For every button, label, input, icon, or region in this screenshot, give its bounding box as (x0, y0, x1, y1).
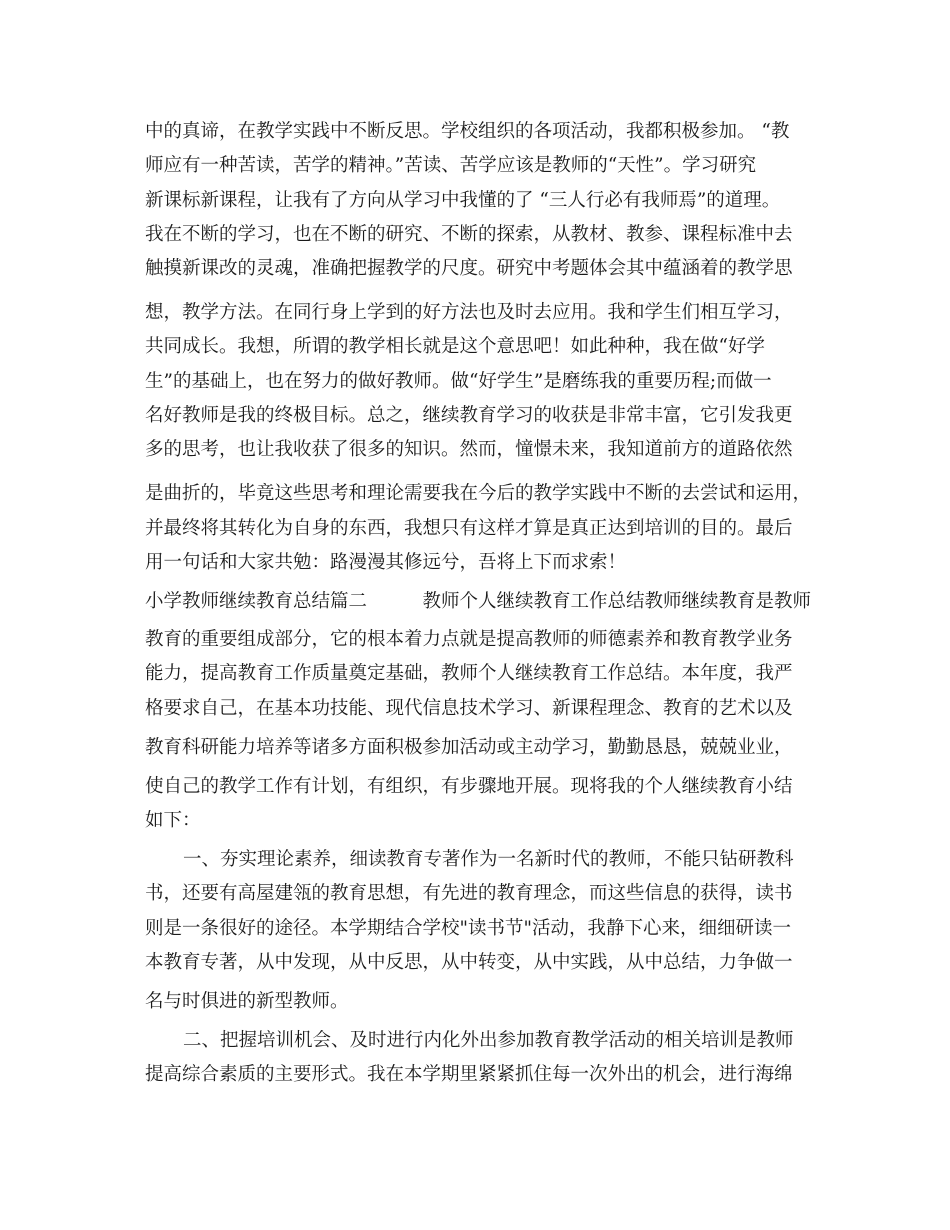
text-line: 名好教师是我的终极目标。总之，继续教育学习的收获是非常丰富，它引发我更 (145, 405, 793, 426)
text-line: 用一句话和大家共勉：路漫漫其修远兮，吾将上下而求索！ (145, 552, 627, 573)
text-line: 提高综合素质的主要形式。我在本学期里紧紧抓住每一次外出的机会，进行海绵 (145, 1064, 793, 1085)
text-line: 教育科研能力培养等诸多方面积极参加活动或主动学习，勤勤恳恳，兢兢业业， (145, 737, 793, 758)
text-line: 则是一条很好的途径。本学期结合学校"读书节"活动，我静下心来，细细研读一 (145, 918, 792, 939)
text-line: 师应有一种苦读，苦学的精神。”苦读、苦学应该是教师的“天性”。学习研究 (145, 155, 757, 176)
text-line: 书，还要有高屋建瓴的教育思想，有先进的教育理念，而这些信息的获得，读书 (145, 883, 793, 904)
text-line: 触摸新课改的灵魂，准确把握教学的尺度。研究中考题体会其中蕴涵着的教学思 (145, 258, 793, 279)
text-line: 想，教学方法。在同行身上学到的好方法也及时去应用。我和学生们相互学习， (145, 302, 793, 323)
text-line: 共同成长。我想，所谓的教学相长就是这个意思吧！如此种种，我在做“好学 (145, 336, 765, 357)
text-line: 并最终将其转化为自身的东西，我想只有这样才算是真正达到培训的目的。最后 (145, 518, 793, 539)
text-line: 名与时俱进的新型教师。 (145, 991, 349, 1012)
text-line: 生”的基础上，也在努力的做好教师。做“好学生”是磨练我的重要历程;而做一 (145, 371, 772, 392)
text-line: 是曲折的，毕竟这些思考和理论需要我在今后的教学实践中不断的去尝试和运用， (145, 483, 812, 504)
paragraph-first-line: 二、把握培训机会、及时进行内化外出参加教育教学活动的相关培训是教师 (183, 1030, 794, 1051)
text-line: 教育的重要组成部分，它的根本着力点就是提高教师的师德素养和教育教学业务 (145, 629, 793, 650)
paragraph-first-line: 一、夯实理论素养，细读教育专著作为一名新时代的教师，不能只钻研教科 (183, 849, 794, 870)
text-line: 格要求自己，在基本功技能、现代信息技术学习、新课程理念、教育的艺术以及 (145, 698, 793, 719)
text-line: 我在不断的学习，也在不断的研究、不断的探索，从教材、教参、课程标准中去 (145, 224, 793, 245)
text-line: 如下： (145, 810, 201, 831)
text-line: 能力，提高教育工作质量奠定基础，教师个人继续教育工作总结。本年度，我严 (145, 663, 793, 684)
section-heading-line: 小学教师继续教育总结篇二 教师个人继续教育工作总结教师继续教育是教师 (145, 591, 812, 612)
text-line: 中的真谛，在教学实践中不断反思。学校组织的各项活动，我都积极参加。 “教 (145, 121, 790, 142)
text-line: 多的思考，也让我收获了很多的知识。然而，憧憬未来，我知道前方的道路依然 (145, 439, 793, 460)
text-line: 新课标新课程，让我有了方向从学习中我懂的了 “三人行必有我师焉”的道理。 (145, 190, 781, 211)
text-line: 使自己的教学工作有计划，有组织，有步骤地开展。现将我的个人继续教育小结 (145, 776, 793, 797)
text-line: 本教育专著，从中发现，从中反思，从中转变，从中实践，从中总结，力争做一 (145, 952, 793, 973)
